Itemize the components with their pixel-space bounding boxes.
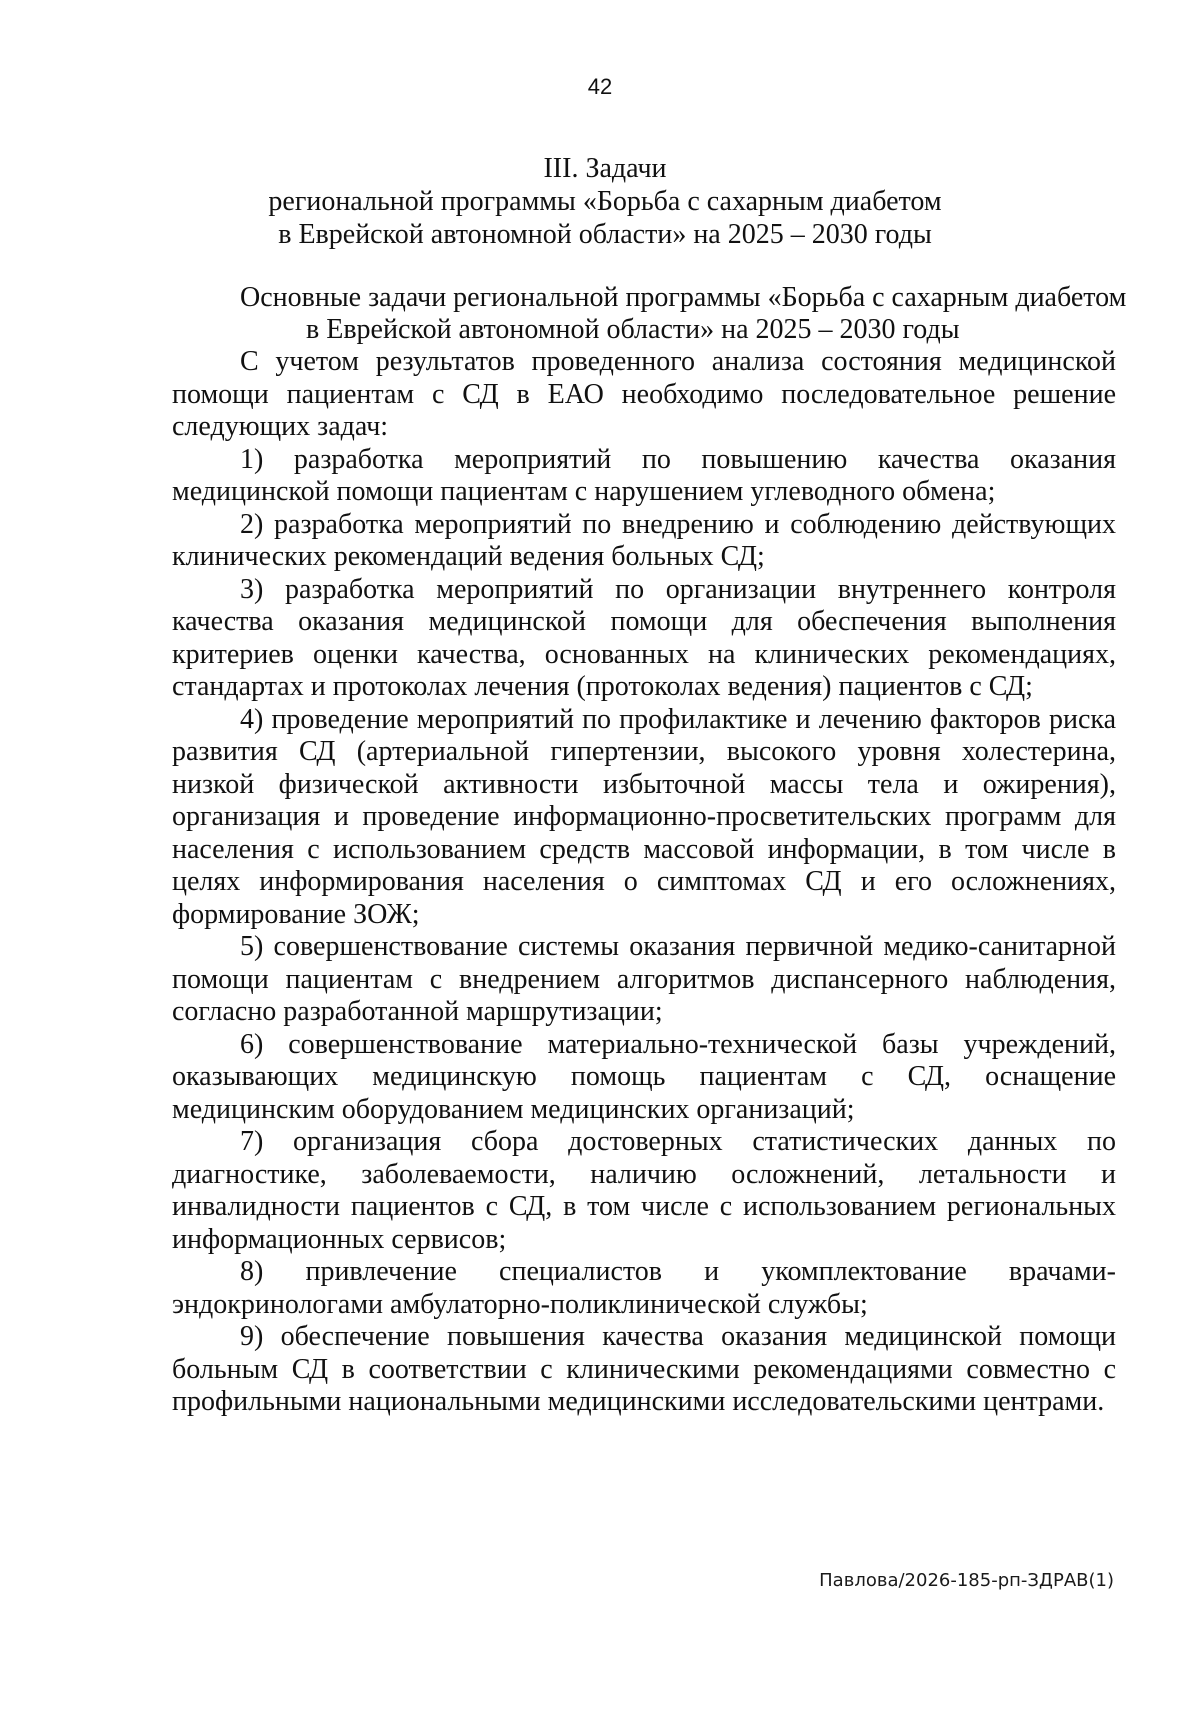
document-body — [172, 346, 1116, 1419]
task-item: 1) разработка мероприятий по повышению качества оказания медицинской помощи пациентам с нарушением углеводного обмена; — [172, 443, 1116, 507]
task-item: 3) разработка мероприятий по организации внутреннего контроля качества оказания медицинской помощи для обеспечения выполнения критериев оценки качества, основанных на клинических рекомендациях, стандартах и протоколах лечения (протоколах ведения) пациентов с СД; — [172, 573, 1116, 702]
task-item: 2) разработка мероприятий по внедрению и соблюдению действующих клинических рекомендаций ведения больных СД; — [172, 508, 1116, 572]
page-number: 42 — [587, 74, 613, 99]
task-item: 5) совершенствование системы оказания первичной медико-санитарной помощи пациентам с внедрением алгоритмов диспансерного наблюдения, согласно разработанной маршрутизации; — [172, 931, 1116, 1027]
task-item: 6) совершенствование материально-технической базы учреждений, оказывающих медицинскую помощь пациентам с СД, оснащение медицинским оборудованием медицинских организаций; — [172, 1028, 1116, 1125]
task-item: 9) обеспечение повышения качества оказания медицинской помощи больным СД в соответствии с клиническими рекомендациями совместно с профильными национальными медицинскими исследовательскими центрами. — [172, 1321, 1116, 1417]
task-item: 7) организация сбора достоверных статистических данных по диагностике, заболеваемости, наличию осложнений, летальности и инвалидности пациентов с СД, в том числе с использованием региональных информационных сервисов; — [172, 1126, 1116, 1255]
task-item: 8) привлечение специалистов и укомплектование врачами-эндокринологами амбулаторно-поликлинической службы; — [172, 1256, 1116, 1320]
section-subheading — [240, 282, 1140, 346]
intro-paragraph: С учетом результатов проведенного анализа состояния медицинской помощи пациентам с СД в ЕАО необходимо последовательное решение следующих задач: — [172, 346, 1116, 442]
document-footer-id: Павлова/2026-185-рп-ЗДРАВ(1) — [819, 1570, 1114, 1591]
section-subheading-line: в Еврейской автономной области» на 2025 – 2030 годы — [306, 314, 960, 345]
section-heading-line: III. Задачи — [543, 153, 667, 184]
section-heading-line: в Еврейской автономной области» на 2025 – 2030 годы — [278, 219, 932, 250]
section-heading-line: региональной программы «Борьба с сахарным диабетом — [268, 186, 942, 217]
task-item: 4) проведение мероприятий по профилактике и лечению факторов риска развития СД (артериальной гипертензии, высокого уровня холестерина, низкой физической активности избыточной массы тела и ожирения), организация и проведение информационно-просветительских программ для населения с использованием средств массовой информации, в том числе в целях информирования населения о симптомах СД и его осложнениях, формирование ЗОЖ; — [172, 703, 1116, 930]
section-heading — [150, 152, 1060, 251]
section-subheading-line: Основные задачи региональной программы «Борьба с сахарным диабетом — [240, 282, 1127, 313]
